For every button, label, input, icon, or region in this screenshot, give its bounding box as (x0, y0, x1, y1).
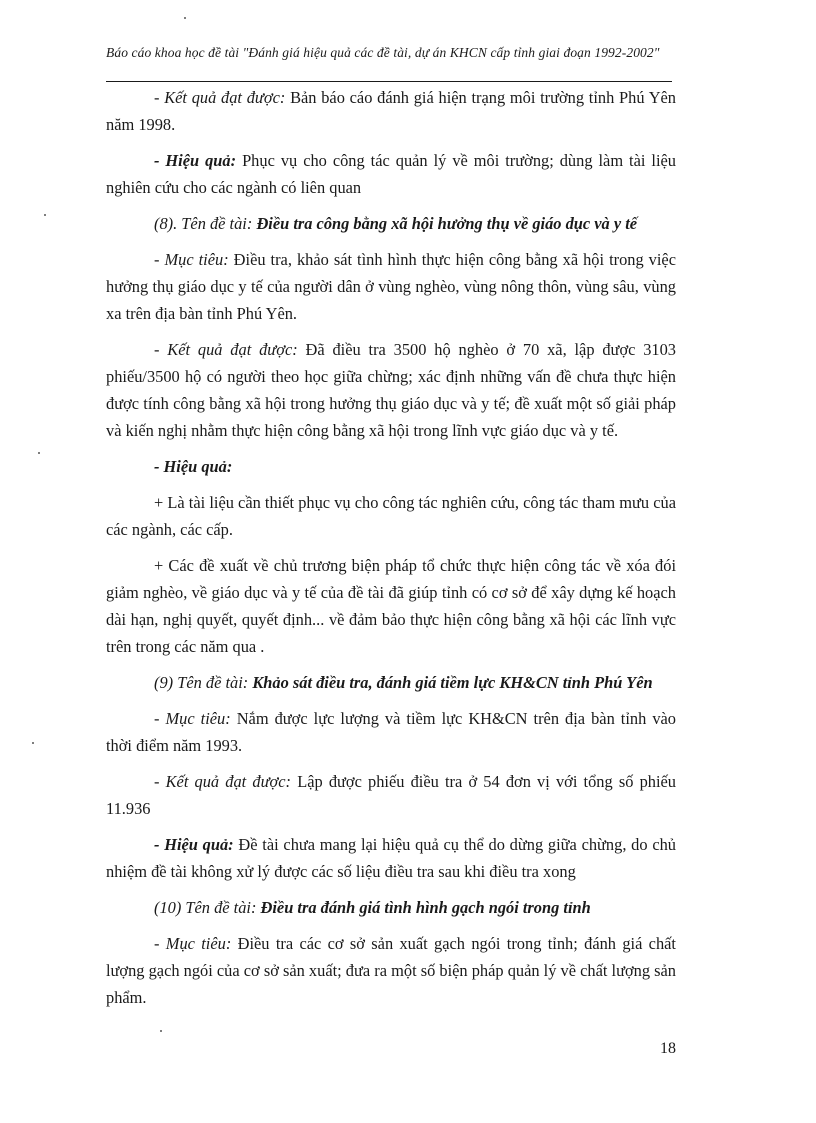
topic-label: (9) Tên đề tài: (154, 673, 249, 692)
effect-paragraph (106, 831, 676, 885)
scan-speck (38, 452, 40, 454)
objective-text: Điều tra, khảo sát tình hình thực hiện công bằng xã hội trong việc hưởng thụ giáo dục y tế của người dân ở vùng nghèo, vùng nông thôn, vùng sâu, vùng xa trên địa bàn tỉnh Phú Yên. (106, 250, 676, 323)
effect-text: Đề tài chưa mang lại hiệu quả cụ thể do dừng giữa chừng, do chủ nhiệm đề tài không xử lý được các số liệu điều tra sau khi điều tra xong (106, 835, 676, 881)
header-rule (106, 81, 672, 82)
result-label: - Kết quả đạt được: (154, 340, 298, 359)
result-text: Bản báo cáo đánh giá hiện trạng môi trường tỉnh Phú Yên năm 1998. (106, 88, 676, 134)
topic-title: Khảo sát điều tra, đánh giá tiềm lực KH&CN tỉnh Phú Yên (252, 673, 653, 692)
objective-label: - Mục tiêu: (154, 250, 229, 269)
objective-label: - Mục tiêu: (154, 709, 231, 728)
scan-speck (32, 742, 34, 744)
effect-label: - Hiệu quả: (154, 151, 237, 170)
effect-label: - Hiệu quả: (154, 835, 234, 854)
objective-text: Điều tra các cơ sở sản xuất gạch ngói trong tỉnh; đánh giá chất lượng gạch ngói của cơ sở sản xuất; đưa ra một số biện pháp quản lý về chất lượng sản phẩm. (106, 934, 676, 1007)
topic-label: (10) Tên đề tài: (154, 898, 257, 917)
result-paragraph (106, 768, 676, 822)
scan-speck (184, 17, 186, 19)
objective-paragraph (106, 930, 676, 1011)
page-body (106, 84, 676, 1020)
result-label: - Kết quả đạt được: (154, 88, 286, 107)
topic-heading-9 (106, 669, 676, 696)
objective-label: - Mục tiêu: (154, 934, 232, 953)
bullet-text: + Các đề xuất về chủ trương biện pháp tổ chức thực hiện công tác về xóa đói giảm nghèo, về giáo dục và y tế của đề tài đã giúp tỉnh có cơ sở để xây dựng kế hoạch dài hạn, nghị quyết, quyết định... về đảm bảo thực hiện công bằng xã hội các lĩnh vực trên trong các năm qua . (106, 556, 676, 656)
effect-text: Phục vụ cho công tác quản lý về môi trường; dùng làm tài liệu nghiên cứu cho các ngành có liên quan (106, 151, 676, 197)
scan-speck (160, 1030, 162, 1032)
topic-title: Điều tra đánh giá tình hình gạch ngói trong tỉnh (260, 898, 591, 917)
page-number: 18 (660, 1040, 676, 1057)
effect-label: - Hiệu quả: (154, 457, 233, 476)
objective-text: Nắm được lực lượng và tiềm lực KH&CN trên địa bàn tỉnh vào thời điểm năm 1993. (106, 709, 676, 755)
topic-heading-10 (106, 894, 676, 921)
result-text: Lập được phiếu điều tra ở 54 đơn vị với tổng số phiếu 11.936 (106, 772, 676, 818)
objective-paragraph (106, 246, 676, 327)
result-paragraph (106, 336, 676, 444)
bullet-paragraph (106, 552, 676, 660)
topic-label: (8). Tên đề tài: (154, 214, 253, 233)
bullet-paragraph (106, 489, 676, 543)
bullet-text: + Là tài liệu cần thiết phục vụ cho công tác nghiên cứu, công tác tham mưu của các ngành, các cấp. (106, 493, 676, 539)
effect-paragraph (106, 147, 676, 201)
running-header: Báo cáo khoa học đề tài "Đánh giá hiệu quả các đề tài, dự án KHCN cấp tỉnh giai đoạn 1992-2002" (106, 45, 660, 60)
topic-title: Điều tra công bằng xã hội hưởng thụ về giáo dục và y tế (256, 214, 638, 233)
result-label: - Kết quả đạt được: (154, 772, 292, 791)
topic-heading-8 (106, 210, 676, 237)
result-text: Đã điều tra 3500 hộ nghèo ở 70 xã, lập được 3103 phiếu/3500 hộ có người theo học giữa chừng; xác định những vấn đề chưa thực hiện được tính công bằng xã hội trong hưởng thụ giáo dục và y tế; đề xuất một số giải pháp và kiến nghị nhằm thực hiện công bằng xã hội trong lĩnh vực giáo dục và y tế. (106, 340, 676, 440)
objective-paragraph (106, 705, 676, 759)
scan-speck (44, 214, 46, 216)
effect-paragraph (106, 453, 676, 480)
result-paragraph (106, 84, 676, 138)
